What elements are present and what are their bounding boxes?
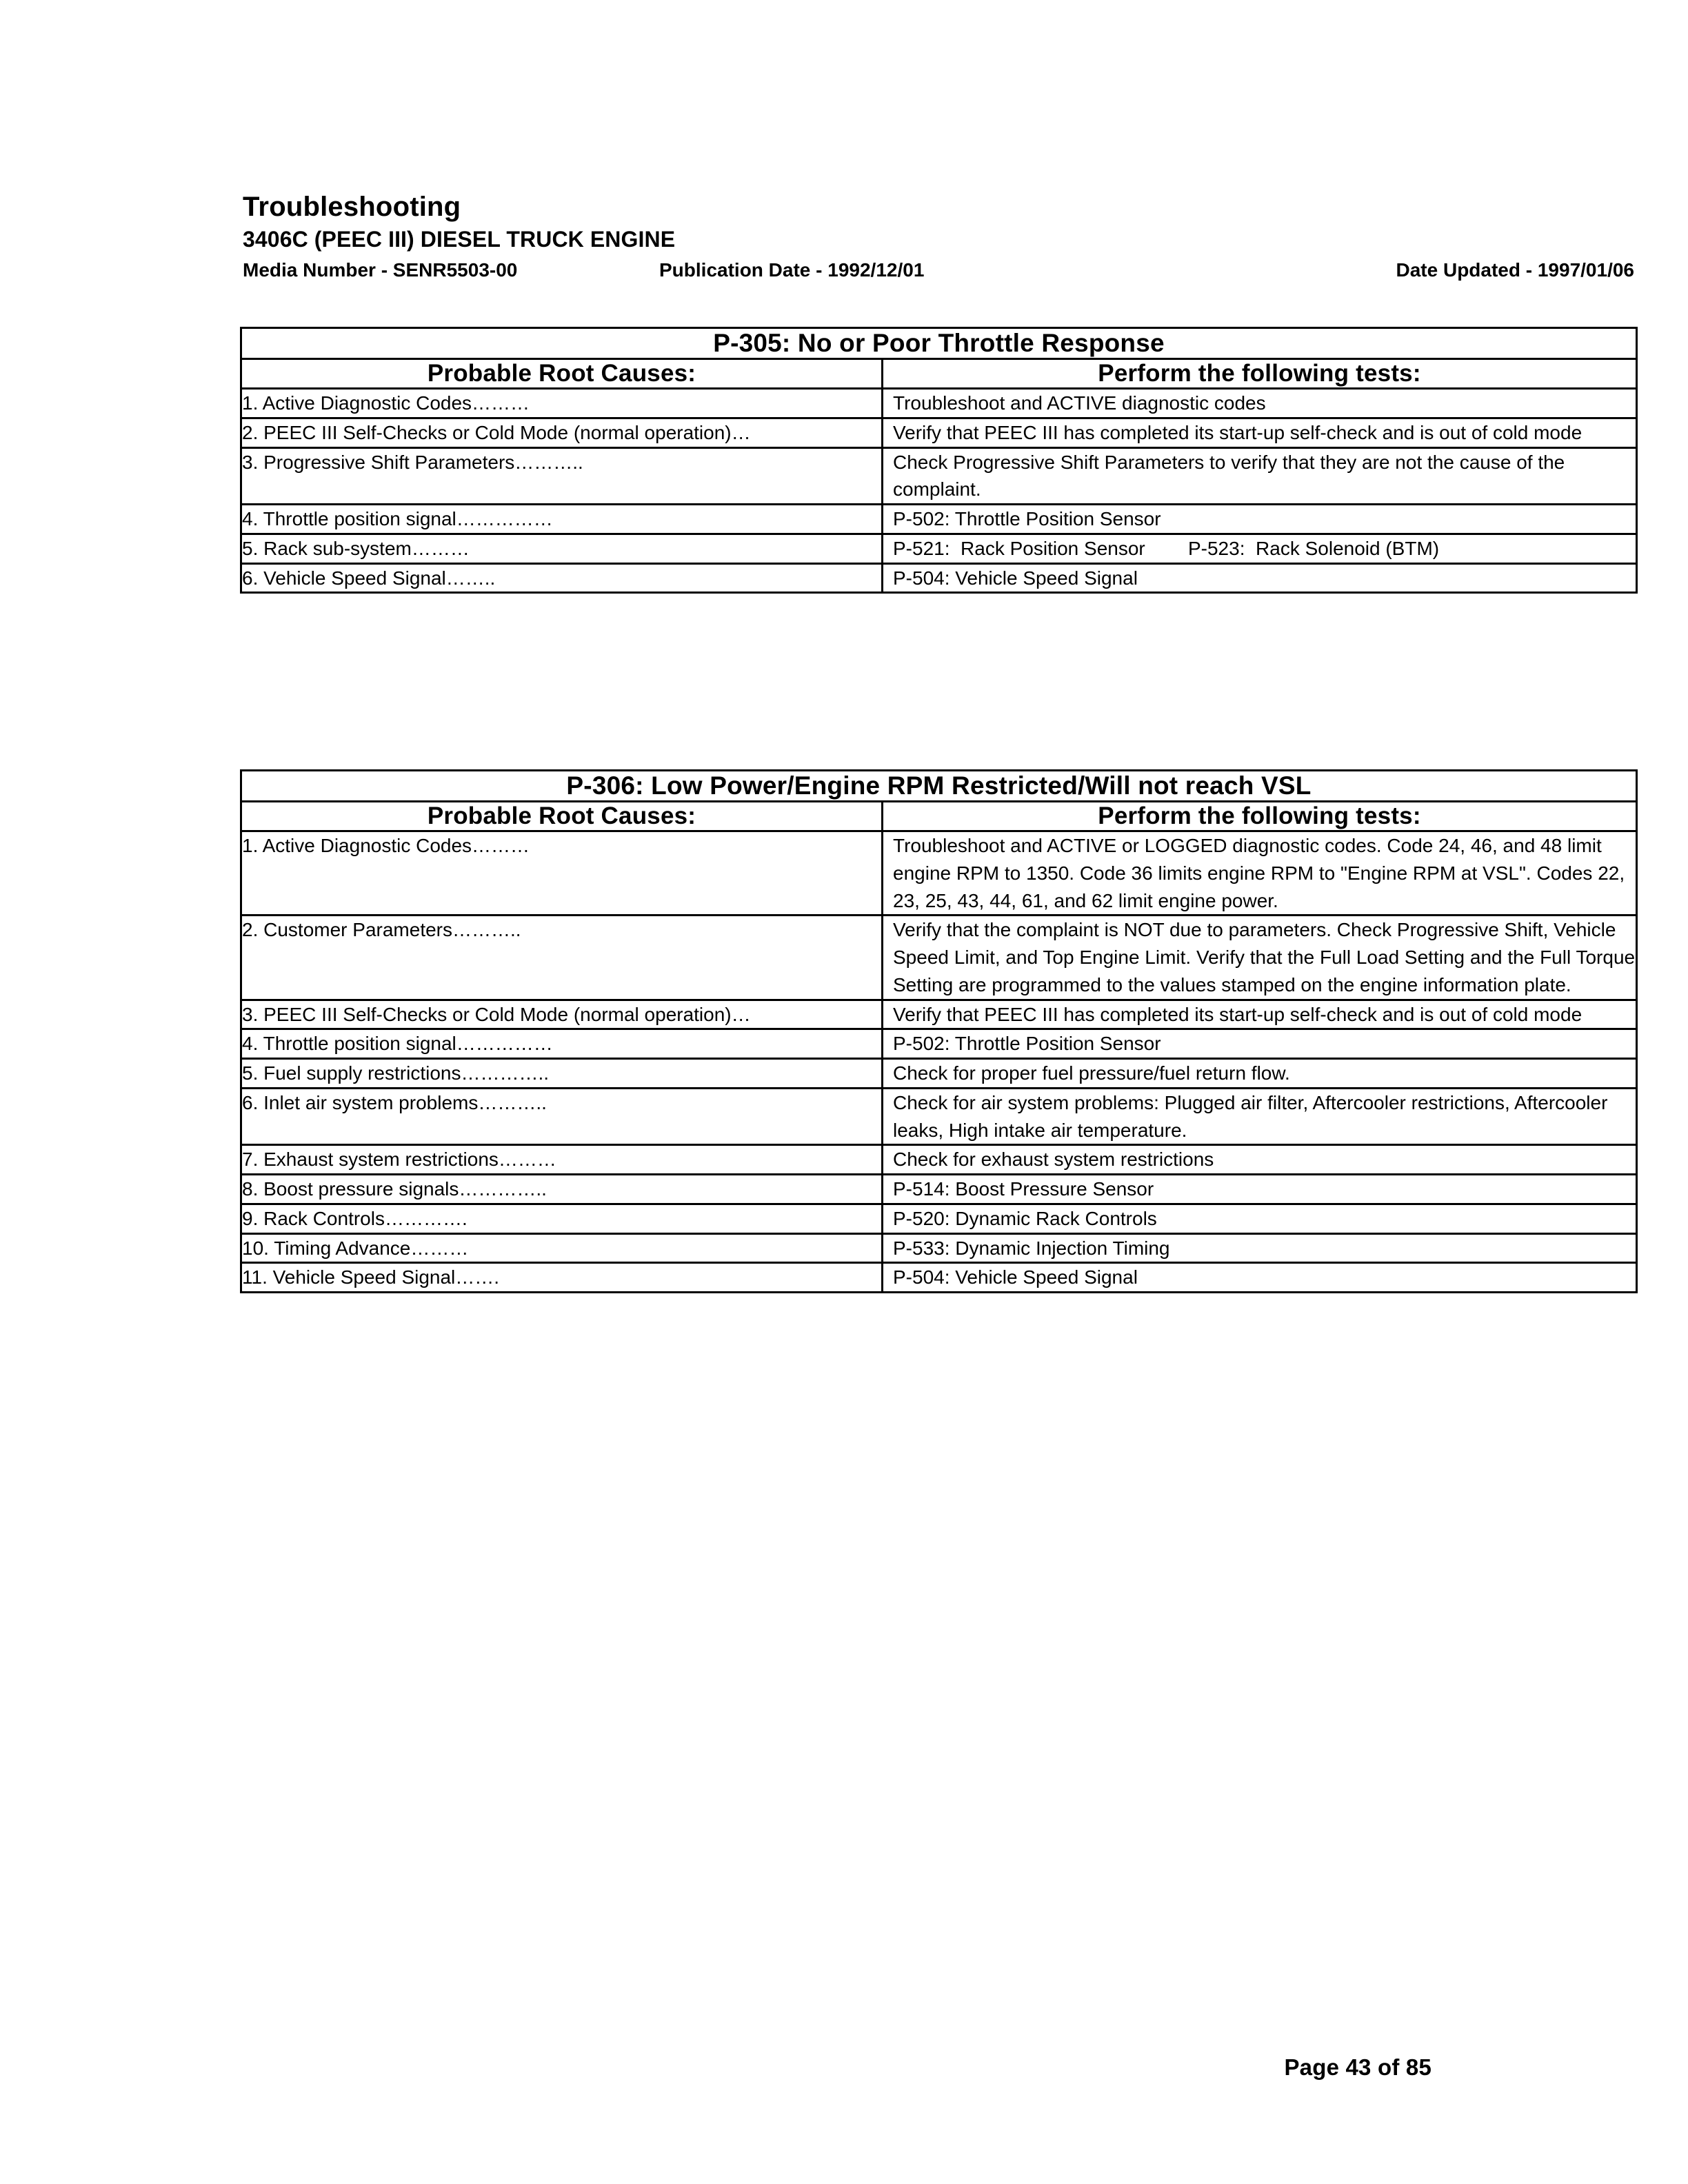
cause-cell: 11. Vehicle Speed Signal……. (241, 1263, 883, 1293)
cause-cell: 2. Customer Parameters……….. (241, 916, 883, 1000)
cause-cell: 5. Fuel supply restrictions………….. (241, 1059, 883, 1089)
test-cell: Verify that PEEC III has completed its start-up self-check and is out of cold mode (883, 418, 1637, 447)
column-header-tests: Perform the following tests: (883, 359, 1637, 389)
troubleshooting-table-p306 (240, 769, 1638, 1293)
cause-cell: 7. Exhaust system restrictions……… (241, 1145, 883, 1175)
table-row (241, 389, 1637, 418)
cause-cell: 1. Active Diagnostic Codes……… (241, 831, 883, 916)
test-cell: P-502: Throttle Position Sensor (883, 505, 1637, 534)
cause-cell: 4. Throttle position signal…………… (241, 1029, 883, 1059)
test-cell: P-533: Dynamic Injection Timing (883, 1233, 1637, 1263)
cause-cell: 5. Rack sub-system……… (241, 534, 883, 563)
table-title-row (241, 328, 1637, 359)
table-row (241, 418, 1637, 447)
date-updated: Date Updated - 1997/01/06 (1396, 259, 1634, 281)
page-number-footer: Page 43 of 85 (1284, 2054, 1431, 2080)
table-title: P-306: Low Power/Engine RPM Restricted/Will not reach VSL (241, 771, 1637, 802)
table-row (241, 1175, 1637, 1204)
test-cell: Verify that the complaint is NOT due to parameters. Check Progressive Shift, Vehicle Speed Limit, and Top Engine Limit. Verify that the Full Load Setting and the Full Torque Setting are programmed to the values stamped on the engine information plate. (883, 916, 1637, 1000)
test-cell: Check for air system problems: Plugged air filter, Aftercooler restrictions, Aftercooler leaks, High intake air temperature. (883, 1088, 1637, 1145)
table-row (241, 916, 1637, 1000)
page-title: Troubleshooting (243, 192, 461, 222)
test-cell: P-521: Rack Position Sensor P-523: Rack Solenoid (BTM) (883, 534, 1637, 563)
test-cell: P-504: Vehicle Speed Signal (883, 1263, 1637, 1293)
table-header-row (241, 802, 1637, 831)
test-cell: P-520: Dynamic Rack Controls (883, 1204, 1637, 1233)
test-cell: Check for exhaust system restrictions (883, 1145, 1637, 1175)
table-header-row (241, 359, 1637, 389)
cause-cell: 6. Inlet air system problems……….. (241, 1088, 883, 1145)
table-row (241, 1000, 1637, 1029)
test-cell: Troubleshoot and ACTIVE or LOGGED diagnostic codes. Code 24, 46, and 48 limit engine RPM to 1350. Code 36 limits engine RPM to "Engine RPM at VSL". Codes 22, 23, 25, 43, 44, 61, and 62 limit engine power. (883, 831, 1637, 916)
table-row (241, 1088, 1637, 1145)
table-title: P-305: No or Poor Throttle Response (241, 328, 1637, 359)
column-header-tests: Perform the following tests: (883, 802, 1637, 831)
engine-model-subtitle: 3406C (PEEC III) DIESEL TRUCK ENGINE (243, 226, 676, 252)
cause-cell: 3. Progressive Shift Parameters……….. (241, 447, 883, 505)
test-cell: Verify that PEEC III has completed its start-up self-check and is out of cold mode (883, 1000, 1637, 1029)
test-cell: P-514: Boost Pressure Sensor (883, 1175, 1637, 1204)
table-row (241, 1029, 1637, 1059)
cause-cell: 1. Active Diagnostic Codes……… (241, 389, 883, 418)
cause-cell: 8. Boost pressure signals………….. (241, 1175, 883, 1204)
table-row (241, 831, 1637, 916)
table-row (241, 1204, 1637, 1233)
table-row (241, 447, 1637, 505)
table-row (241, 505, 1637, 534)
publication-date: Publication Date - 1992/12/01 (659, 259, 925, 281)
cause-cell: 2. PEEC III Self-Checks or Cold Mode (normal operation)… (241, 418, 883, 447)
table-row (241, 1233, 1637, 1263)
column-header-causes: Probable Root Causes: (241, 802, 883, 831)
document-header (243, 192, 1636, 286)
table-row (241, 563, 1637, 593)
table-row (241, 534, 1637, 563)
media-number: Media Number - SENR5503-00 (243, 259, 518, 281)
cause-cell: 10. Timing Advance……… (241, 1233, 883, 1263)
table-row (241, 1145, 1637, 1175)
test-cell: P-504: Vehicle Speed Signal (883, 563, 1637, 593)
table-title-row (241, 771, 1637, 802)
cause-cell: 6. Vehicle Speed Signal…….. (241, 563, 883, 593)
troubleshooting-table-p305 (240, 327, 1638, 594)
test-cell: Troubleshoot and ACTIVE diagnostic codes (883, 389, 1637, 418)
test-cell: Check for proper fuel pressure/fuel return flow. (883, 1059, 1637, 1089)
test-cell: P-502: Throttle Position Sensor (883, 1029, 1637, 1059)
table-row (241, 1059, 1637, 1089)
cause-cell: 3. PEEC III Self-Checks or Cold Mode (normal operation)… (241, 1000, 883, 1029)
cause-cell: 9. Rack Controls…………. (241, 1204, 883, 1233)
document-metadata (243, 259, 1636, 286)
test-cell: Check Progressive Shift Parameters to verify that they are not the cause of the complaint. (883, 447, 1637, 505)
table-row (241, 1263, 1637, 1293)
column-header-causes: Probable Root Causes: (241, 359, 883, 389)
cause-cell: 4. Throttle position signal…………… (241, 505, 883, 534)
